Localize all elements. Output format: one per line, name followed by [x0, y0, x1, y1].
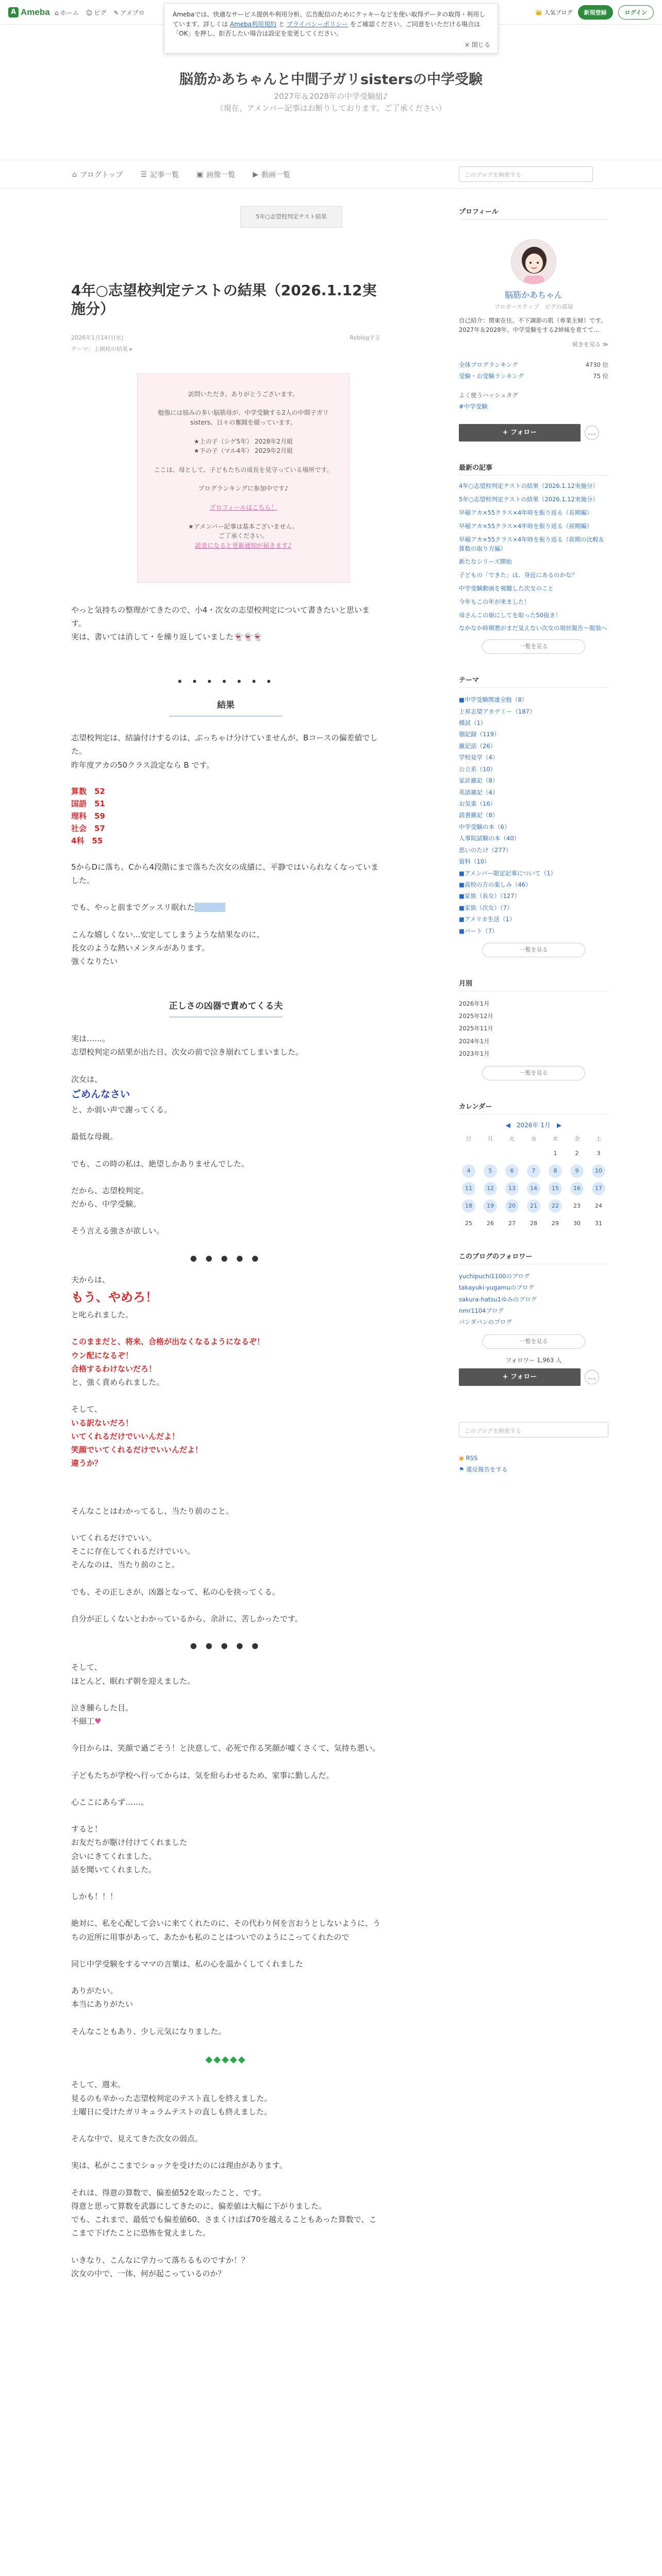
- recent-item[interactable]: 母さんこの娘にしてを取った50抜き！: [459, 611, 561, 619]
- recent-heading: 最新の記事: [459, 462, 608, 476]
- month-item[interactable]: 2023年1月: [459, 1049, 490, 1057]
- calendar-day[interactable]: 25: [465, 1219, 472, 1227]
- calendar-weekday: 日: [466, 1135, 472, 1142]
- calendar-day[interactable]: 20: [505, 1199, 519, 1213]
- section-heading-result: • • • • • • • 結果: [71, 675, 380, 717]
- nav-home[interactable]: ⌂ ホーム: [55, 9, 79, 16]
- blog-search-input[interactable]: このブログを検索する: [459, 166, 593, 182]
- calendar-day: [527, 1147, 540, 1160]
- terms-link[interactable]: Ameba利用規約: [229, 20, 277, 28]
- theme-heading: テーマ: [459, 674, 608, 688]
- recent-item[interactable]: 早稲アカ×55クラス×4年時を振り返る（長期編）: [459, 509, 593, 517]
- profile-sublinks[interactable]: ブロガーステップ ピグの部屋: [494, 303, 573, 310]
- nav-pigg[interactable]: ☺ ピグ: [86, 9, 107, 16]
- more-options-button-2[interactable]: …: [585, 1370, 599, 1384]
- calendar-day[interactable]: 6: [505, 1164, 519, 1178]
- follow-button-2[interactable]: + フォロー: [459, 1368, 581, 1386]
- hashtag-heading: よく使うハッシュタグ: [459, 392, 518, 399]
- sidebar: [459, 206, 608, 1476]
- recent-item[interactable]: なかなか時期悪がまだ見えない次女の現状報告〜服装へ: [459, 624, 607, 632]
- calendar-day[interactable]: 15: [549, 1182, 562, 1195]
- theme-item[interactable]: ■家族（長女）（127）: [459, 892, 521, 900]
- follow-area: [459, 424, 608, 442]
- privacy-link[interactable]: プライバシーポリシー: [286, 20, 349, 28]
- month-item[interactable]: 2025年11月: [459, 1025, 493, 1032]
- home-icon: ⌂: [72, 171, 77, 179]
- hashtag-link[interactable]: #中学受験: [459, 403, 488, 411]
- theme-item[interactable]: ■中学受験関連全般（8）: [459, 696, 528, 704]
- reader-link[interactable]: 読者になると更新通知が届きます♪: [195, 541, 292, 549]
- rank-category[interactable]: 受験・お受験ランキング 75 位: [459, 372, 608, 380]
- login-button[interactable]: ログイン: [618, 5, 654, 20]
- top-blog-link[interactable]: 👑 人気ブログ: [535, 9, 573, 16]
- calendar-day[interactable]: 14: [527, 1182, 540, 1195]
- followers-view-list-button[interactable]: 一覧を見る: [482, 1334, 585, 1349]
- ameba-logo-icon: A: [8, 7, 19, 18]
- report-link[interactable]: ⚑ 違反報告をする: [459, 1465, 508, 1473]
- calendar-day[interactable]: 19: [484, 1199, 497, 1213]
- recent-item[interactable]: 5年○志望校判定テストの結果（2026.1.12実施分）: [459, 496, 599, 503]
- calendar-weekday: 火: [509, 1135, 515, 1142]
- theme-item[interactable]: お気楽（16）: [459, 800, 496, 808]
- blog-tab-bar: [0, 160, 662, 189]
- calendar-day[interactable]: 12: [484, 1182, 497, 1195]
- main-column: [71, 206, 380, 2294]
- month-heading: 月別: [459, 978, 608, 991]
- image-icon: ▣: [196, 171, 204, 179]
- calendar-day: [505, 1147, 519, 1160]
- calendar-day[interactable]: 26: [487, 1219, 494, 1227]
- calendar-day[interactable]: 7: [527, 1164, 540, 1178]
- calendar-day[interactable]: 5: [484, 1164, 497, 1178]
- theme-item[interactable]: 英語雑記（4）: [459, 788, 499, 796]
- month-view-list-button[interactable]: 一覧を見る: [482, 1066, 585, 1080]
- theme-item[interactable]: 中学受験の本（6）: [459, 823, 510, 831]
- tab-blog-top[interactable]: ⌂ ブログトップ: [72, 171, 123, 179]
- theme-item[interactable]: 読書雑記（8）: [459, 811, 499, 819]
- followers-heading: このブログのフォロワー: [459, 1251, 608, 1264]
- rank-overall[interactable]: 全体ブログランキング 4730 位: [459, 361, 608, 368]
- theme-item[interactable]: 学校見学（4）: [459, 754, 499, 761]
- calendar-day[interactable]: 29: [552, 1219, 559, 1227]
- sidebar-search-input[interactable]: このブログを検索する: [459, 1422, 608, 1437]
- follower-list: [459, 1270, 608, 1328]
- recent-view-list-button[interactable]: 一覧を見る: [482, 639, 585, 654]
- calendar-day[interactable]: 2: [575, 1149, 579, 1157]
- profile-text: 自己紹介：関東在住。不下調節の肌（専業主婦）です。2027年＆2028年、中学受験をする2姉妹を育てて...: [459, 317, 607, 334]
- theme-item[interactable]: ■アメリカ生活（1）: [459, 916, 516, 923]
- account-actions: [535, 5, 654, 20]
- recent-item[interactable]: 今年もこの年が来ました！: [459, 598, 530, 605]
- theme-item[interactable]: 家計雑記（8）: [459, 777, 499, 785]
- cookie-close-button[interactable]: × 閉じる: [465, 41, 490, 49]
- follower-item[interactable]: yuchipuchi1100のブログ: [459, 1272, 530, 1280]
- rss-link[interactable]: ◉ RSS: [459, 1454, 478, 1462]
- month-list: [459, 997, 608, 1060]
- follow-area-2: [459, 1368, 608, 1386]
- entry-date: 2026年1月14日(水): [71, 334, 124, 341]
- follower-item[interactable]: nmr1104ブログ: [459, 1307, 504, 1315]
- recent-item[interactable]: 早稲アカ×55クラス×4年時を振り返る（前期の比較＆算数の取り方編）: [459, 535, 605, 552]
- blog-title[interactable]: 脳筋かあちゃんと中間子ガリsistersの中学受験: [179, 72, 483, 88]
- score-list: 算数 52 国語 51 理科 59 社会 57 4科 55: [71, 786, 105, 845]
- profile-more-link[interactable]: 続きを見る ≫: [572, 341, 608, 348]
- calendar-day[interactable]: 21: [527, 1199, 540, 1213]
- emoji-divider: ● ● ● ● ●: [190, 1253, 262, 1263]
- theme-item[interactable]: 思いのたけ（277）: [459, 846, 512, 854]
- emoji-divider-2: ● ● ● ● ●: [190, 1641, 262, 1651]
- recent-list: [459, 482, 608, 633]
- calendar-day[interactable]: 3: [597, 1149, 601, 1157]
- calendar-weekday: 木: [552, 1135, 558, 1142]
- recent-item[interactable]: 子どもの「できた」は、身近にあるのかな？: [459, 571, 577, 579]
- profile-heading: プロフィール: [459, 206, 608, 219]
- flag-icon: ⚑: [459, 1465, 465, 1473]
- document-icon: ☰: [140, 171, 147, 179]
- dots-divider: • • • • • • •: [177, 676, 275, 687]
- highlight-emoji: [194, 903, 225, 912]
- follower-item[interactable]: パンダパンのブログ: [459, 1318, 512, 1326]
- follower-item[interactable]: sakura-hatsu1ゆみのブログ: [459, 1295, 537, 1303]
- theme-item[interactable]: 資料（10）: [459, 858, 490, 866]
- tab-video-list[interactable]: ▶ 動画一覧: [253, 171, 291, 179]
- tab-image-list[interactable]: ▣ 画像一覧: [196, 171, 236, 179]
- theme-list: [459, 694, 608, 937]
- calendar-day[interactable]: 30: [573, 1219, 581, 1227]
- follower-item[interactable]: takayuki-yugamuのブログ: [459, 1284, 534, 1292]
- ghost-emoji: 👻👻👻: [234, 632, 263, 642]
- section-heading-lesson: 正しさの凶器で責めてくる夫: [71, 999, 380, 1018]
- calendar-month-nav[interactable]: ◀ 2026年 1月 ▶: [505, 1121, 562, 1129]
- calendar-grid: [459, 1134, 608, 1230]
- recent-item[interactable]: 中学受験動画を視聴した次女のこと: [459, 584, 554, 592]
- theme-item[interactable]: 上昇志望アカデミー（187）: [459, 707, 536, 715]
- footer-links: [459, 1453, 608, 1476]
- calendar-weekday: 土: [595, 1135, 602, 1142]
- calendar-day[interactable]: 4: [462, 1164, 475, 1178]
- video-icon: ▶: [253, 171, 259, 179]
- rss-icon: ◉: [459, 1454, 465, 1462]
- entry-body: やっと気持ちの整理がてきたので、小4・次女の志望校判定について書きたいと思います。 実は、書いては消して・を繰り返していました👻👻👻 • • • • • • • 結果 志望校判定は、結論付けするのは、ぶっちゃけ分けていませんが、Bコースの偏差値でした。 昨年度アカの50クラス設定なら B です。 算数 52 国語 51 理科 59 社会 57 4科 55 5からDに落ち、Cから4段階にまで落ちた次女の成績に、平静ではいられなくなっていました。 でも、やっと前までグッスリ眠れた こんな嬉しくない...安定してしまうような結果なのに、 長女のような熱いメンタルがあります。 強くなりたい 正しさの凶器で責めてくる夫 実は……。 志望校判定の結果が出た日、次女の前で泣き崩れてしまいました。 次女は、 ごめんなさい と、か弱い声で謝ってくる。 最低な母親。 でも、この時の私は、絶望しかありませんでした。 だから、志望校判定。 だから、中学受験。 そう言える強さが欲しい。 ● ● ● ● ● 夫からは、 もう、やめろ！ と叱られました。 このままだと、将来、合格が出なくなるようになるぞ！ ウン配になるぞ！ 合格するわけないだろ！ と、強く責められました。 そして、 いる訳ないだろ！ いてくれるだけでいいんだよ！ 笑顔でいてくれるだけでいいんだよ！ 違うか？ そんなことはわかってるし、当たり前のこと。 いてくれるだけでいい。 そこに存在してくれるだけでいい。 そんなのは、当たり前のこと。 でも、その正しさが、凶器となって、私の心を抉ってくる。 自分が正しくないとわかっているから、余計に、苦しかったです。 ● ● ● ● ● そして、 ほとんど、眠れず朝を迎えました。 泣き腫らした目。 不細工♥ 今日からは、笑顔で過ごそう！と決意して、必死で作る笑顔が嘘くさくて、気持ち悪い。 子どもたちが学校へ行ってからは、気を紛らわせるため、家事に勤しんだ。 心ここにあらず……。 すると！ お友だちが駆け付けてくれました 会いにきてくれました。 話を聞いてくれました。 しかも！！！ 絶対に、私を心配して会いに来てくれたのに、その代わり何を言おうとしないように、うちの近所に用事があって、あたかも私のことはついでのようにこってくれたので 同じ中学受験をするママの言葉は、私の心を温かくしてくれました ありがたい。 本当にありがたい そんなこともあり、少し元気になりました。 ◆◆◆◆◆ そして、週末。 見るのも辛かった志望校判定のテスト直しを終えました。 土曜日に受けたガリキュラムテストの直しも終えました。 そんな中で、見えてきた次女の弱点。 実は、私がここまでショックを受けたのには理由があります。 それは、得意の算数で、偏差値52を取ったこと、です。 得意と思って算数を武器にしてきたのに、偏差値は大幅に下がりました。 でも、これまで、最低でも偏差値60、さまくけばば70を越えることもあった算数で、ここまで下げたことに恐怖を覚えました。 いきなり、こんなに学力って落ちるものですか！？ 次女の中で、一体、何が起こっているのか？: [71, 605, 381, 2278]
- reblog-link[interactable]: Reblogする: [350, 334, 380, 341]
- month-item[interactable]: 2024年1月: [459, 1037, 490, 1045]
- greeting-box: 訪問いただき、ありがとうございます。 勉強には悩みの多い脳筋母が、中学受験する2人の中間子ガリsisters、日々の奮闘を綴っています。 ★上の子（シゲ5年） 2028年2月組 ★下の子（マル4年） 2029年2月組 ここは、母として、子どもたちの成長を見守っている場所です。 ブログランキングに参加中です♪ プロフィールはこちら！ ★アメンバー記事は基本ございません。 ご了承ください。 読者になると更新通知が届きます♪: [137, 374, 350, 583]
- entry-theme[interactable]: テーマ：上園校の結果 ▸: [71, 345, 133, 352]
- calendar-day[interactable]: 27: [508, 1219, 516, 1227]
- calendar-day[interactable]: 28: [530, 1219, 537, 1227]
- ameba-logo-text: Ameba: [21, 7, 50, 17]
- theme-item[interactable]: ■家族（次女）（7）: [459, 904, 513, 911]
- diamond-divider: ◆◆◆◆◆: [205, 2054, 246, 2065]
- cookie-notice: Amebaでは、快適なサービス提供や利用分析、広告配信のためにクッキーなどを使い取得データの取得・利用しています。詳しくは Ameba利用規約 と プライバシーポリシー をご確認ください。ご同意をいただける場合は「OK」を押し、拒否したい場合は設定を変更してください。 × 閉じる: [164, 3, 498, 54]
- theme-item[interactable]: 雑記話（26）: [459, 742, 496, 750]
- avatar-illustration: [511, 240, 556, 284]
- calendar-day[interactable]: 13: [505, 1182, 519, 1195]
- calendar-weekday: 月: [487, 1135, 493, 1142]
- calendar-day[interactable]: 11: [462, 1182, 475, 1195]
- followers-count: フォロワー 1,963 人: [505, 1356, 562, 1364]
- calendar-day[interactable]: 10: [592, 1164, 605, 1178]
- calendar-day[interactable]: 24: [595, 1202, 602, 1209]
- calendar-day[interactable]: 16: [570, 1182, 584, 1195]
- theme-item[interactable]: ■パート（7）: [459, 927, 498, 935]
- tab-entry-list[interactable]: ☰ 記事一覧: [140, 171, 179, 179]
- calendar-weekday: 水: [531, 1135, 537, 1142]
- theme-item[interactable]: ■高校の方の楽しみ（46）: [459, 880, 532, 888]
- calendar-day[interactable]: 1: [553, 1149, 557, 1157]
- avatar[interactable]: [511, 239, 556, 284]
- profile-name[interactable]: 脳筋かあちゃん: [504, 290, 562, 300]
- global-nav: [55, 8, 145, 17]
- theme-view-list-button[interactable]: 一覧を見る: [482, 943, 585, 957]
- calendar-day[interactable]: 31: [595, 1219, 602, 1227]
- register-button[interactable]: 新規登録: [578, 5, 613, 20]
- recent-item[interactable]: 4年○志望校判定テストの結果（2026.1.12実施分）: [459, 482, 599, 490]
- calendar-day: [484, 1147, 497, 1160]
- recent-item[interactable]: 早稲アカ×55クラス×4年時を振り返る（前期編）: [459, 522, 593, 530]
- calendar-day[interactable]: 23: [573, 1202, 581, 1209]
- month-item[interactable]: 2025年12月: [459, 1012, 493, 1020]
- entry-title[interactable]: 4年○志望校判定テストの結果（2026.1.12実施分）: [71, 282, 377, 318]
- nav-ameblo[interactable]: ✎ アメブロ: [113, 9, 145, 16]
- theme-item[interactable]: 模試（1）: [459, 719, 487, 727]
- pr-banner[interactable]: 5年○志望校判定テスト結果: [240, 206, 342, 228]
- profile-link[interactable]: プロフィールはこちら！: [209, 503, 277, 511]
- calendar-day[interactable]: 22: [549, 1199, 562, 1213]
- calendar-heading: カレンダー: [459, 1101, 608, 1114]
- calendar-day[interactable]: 9: [570, 1164, 584, 1178]
- blog-description: 2027年＆2028年の中学受験組♪ （現在、アメンバー記事はお断りしております。ご了承ください）: [216, 92, 446, 113]
- calendar-day[interactable]: 18: [462, 1199, 475, 1213]
- calendar-weekday: 金: [574, 1135, 580, 1142]
- entry-meta: [71, 333, 380, 342]
- calendar-day: [462, 1147, 475, 1160]
- follow-button[interactable]: + フォロー: [459, 424, 581, 442]
- calendar-day[interactable]: 17: [592, 1182, 605, 1195]
- month-item[interactable]: 2026年1月: [459, 1000, 490, 1008]
- theme-item[interactable]: 個記録（119）: [459, 731, 500, 738]
- recent-item[interactable]: 新たなシリーズ開始: [459, 558, 512, 566]
- more-options-button[interactable]: …: [585, 426, 599, 440]
- theme-item[interactable]: ■アメンバー限定記事について（1）: [459, 869, 556, 877]
- ameba-logo[interactable]: [8, 7, 50, 18]
- theme-item[interactable]: 人事院試験の本（40）: [459, 835, 520, 842]
- theme-item[interactable]: 公立系（10）: [459, 765, 496, 773]
- calendar-day[interactable]: 8: [549, 1164, 562, 1178]
- heart-emoji: ♥: [94, 1717, 102, 1726]
